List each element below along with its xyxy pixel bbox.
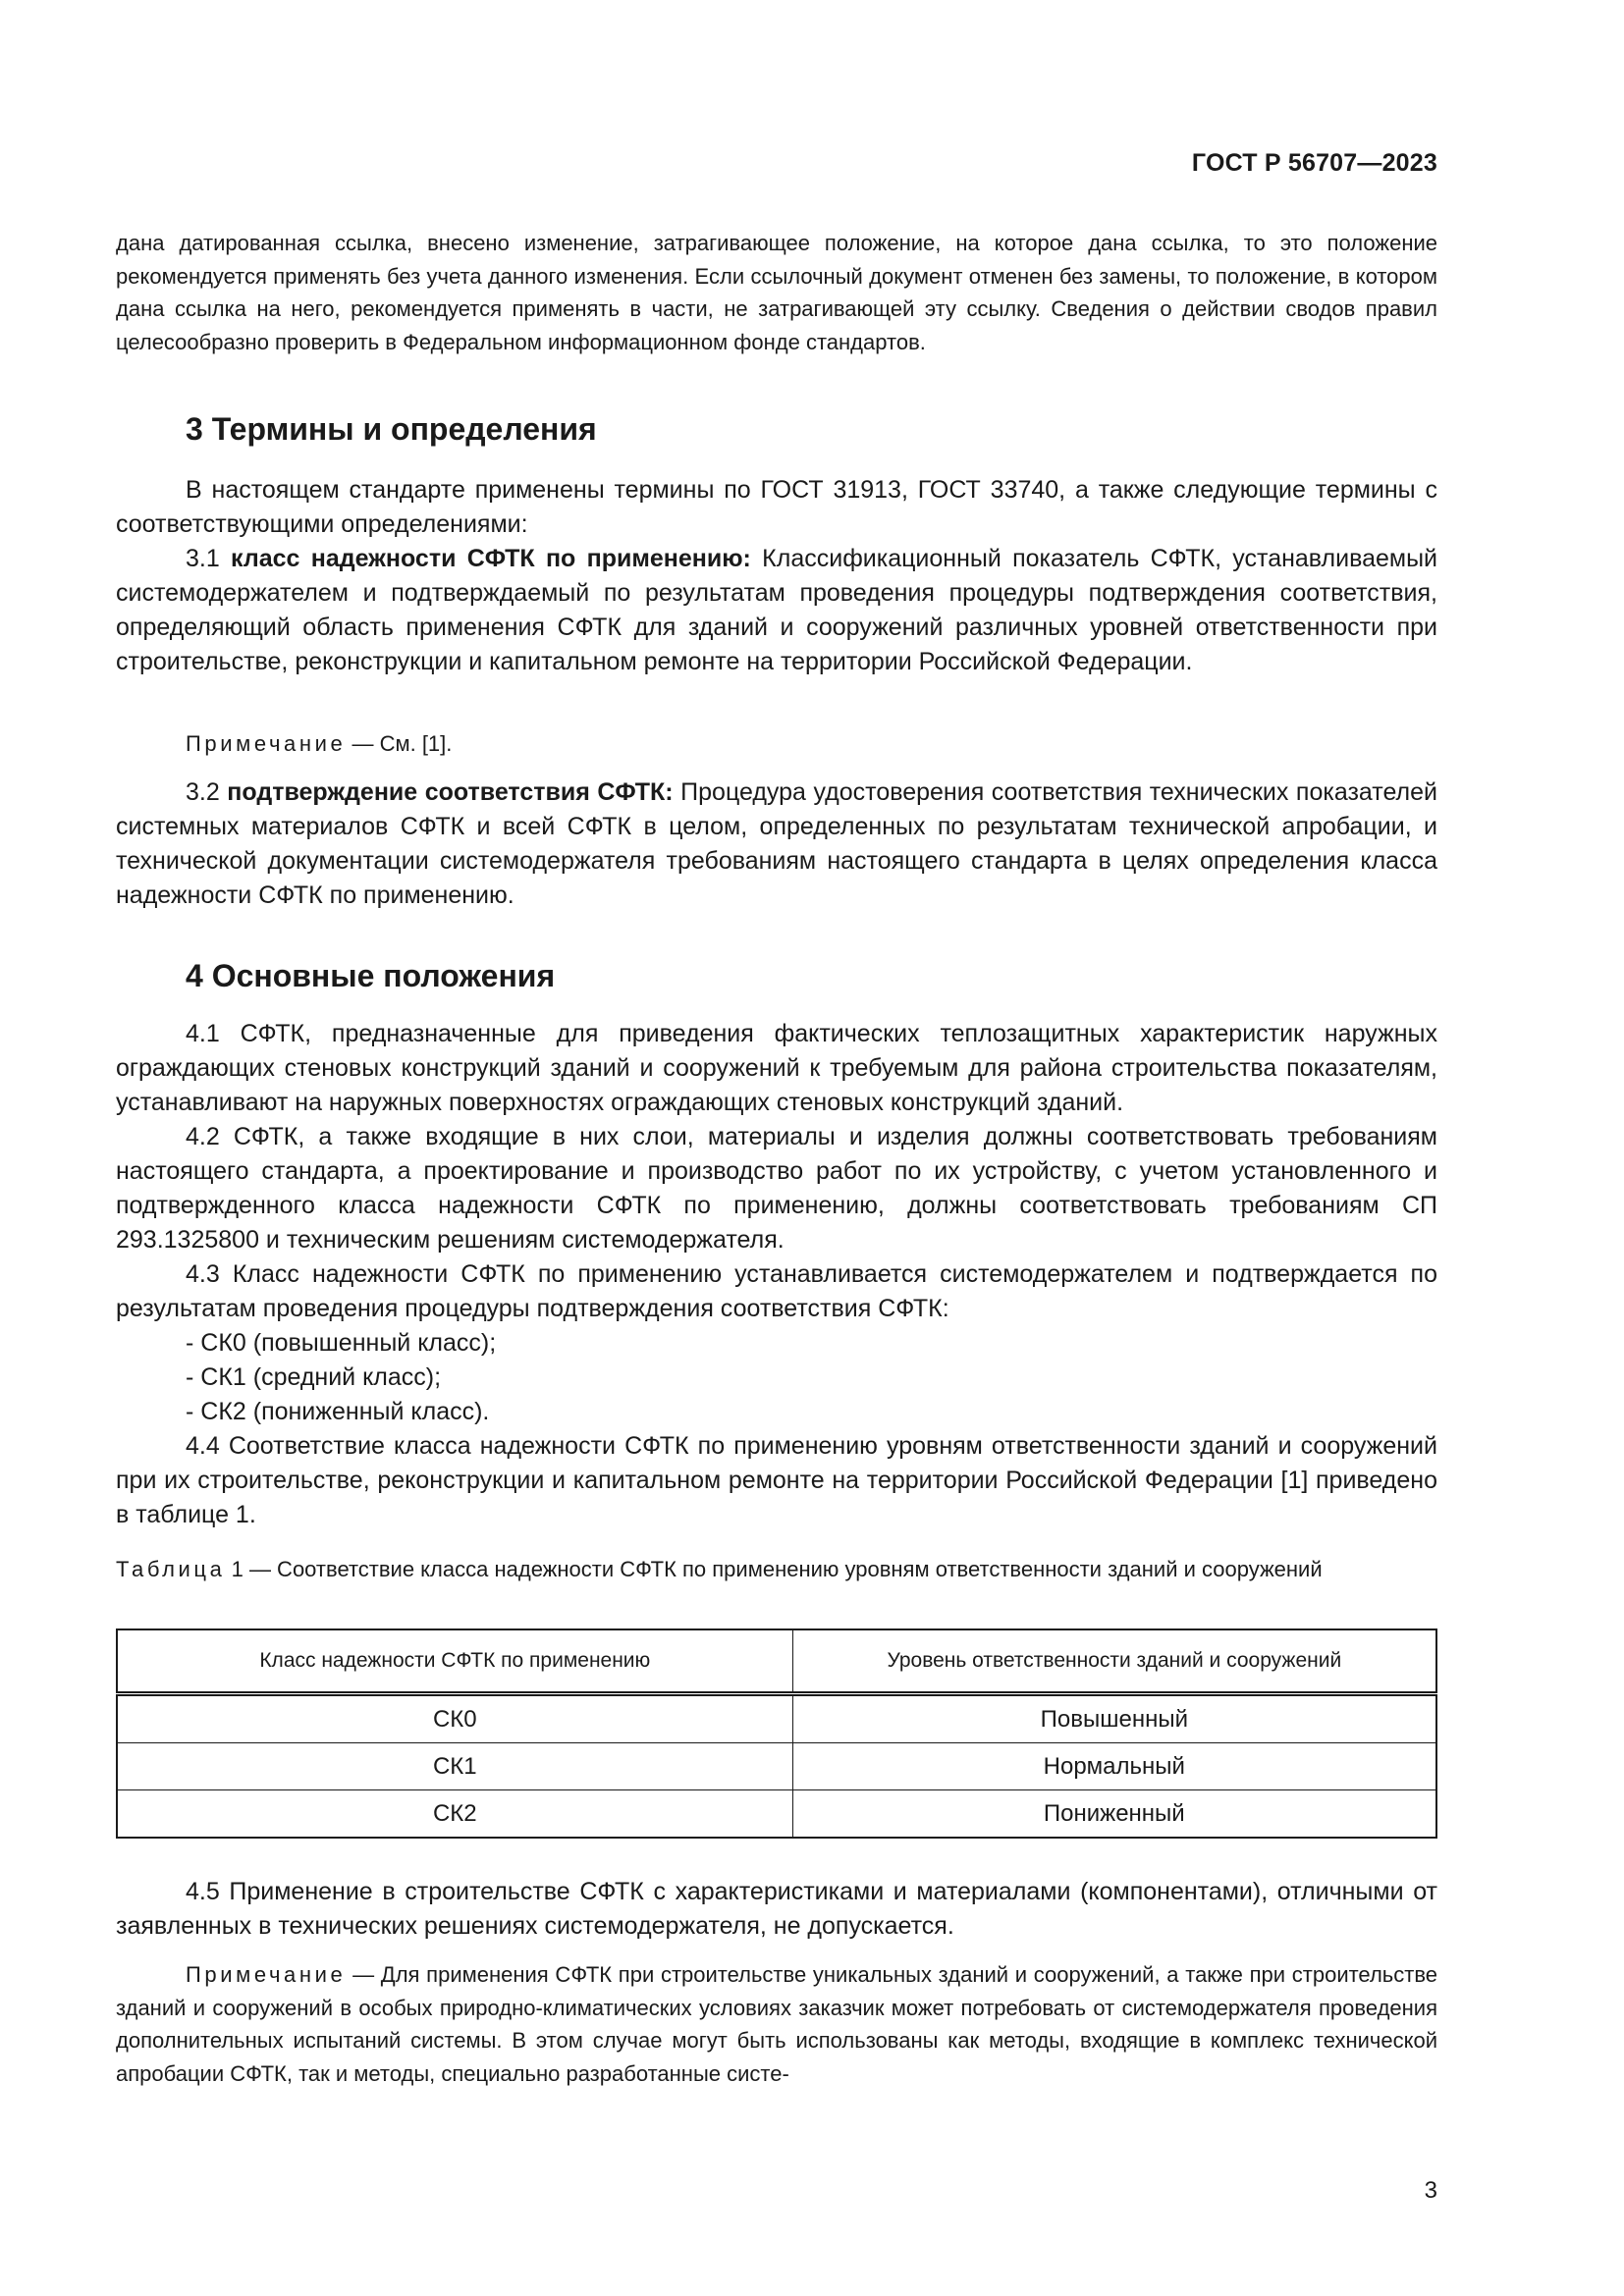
paragraph-4-5: 4.5 Применение в строительстве СФТК с характеристиками и материалами (компонентами), отличными от заявленных в технических решениях системодержателя, не допускается.	[116, 1878, 1437, 1940]
paragraph-4-1: 4.1 СФТК, предназначенные для приведения фактических теплозащитных характеристик наружных ограждающих стеновых конструкций зданий и сооружений к требуемым для района строительства показателям, устанавливают на наружных поверхностях ограждающих стеновых конструкций зданий.	[116, 1020, 1437, 1116]
table-cell-class: СК1	[117, 1743, 792, 1790]
note-3-1-label: Примечание	[186, 731, 347, 756]
note-3-1	[116, 727, 1437, 761]
table-1	[116, 1629, 1437, 1839]
table-cell-level: Пониженный	[792, 1790, 1436, 1839]
table-cell-level: Повышенный	[792, 1694, 1436, 1743]
term-3-2	[116, 775, 1437, 913]
term-3-2-definition: Процедура удостоверения соответствия технических показателей системных материалов СФТК и всей СФТК в целом, определенных по результатам технической апробации, и технической документации системодержателя требованиям настоящего стандарта в целях определения класса надежности СФТК по применению.	[116, 778, 1437, 909]
table-cell-class: СК2	[117, 1790, 792, 1839]
table-1-caption-text: 1 — Соответствие класса надежности СФТК по применению уровням ответственности зданий и сооружений	[231, 1557, 1323, 1581]
paragraph-4-3: 4.3 Класс надежности СФТК по применению устанавливается системодержателем и подтверждается по результатам проведения процедуры подтверждения соответствия СФТК:	[116, 1260, 1437, 1322]
document-id-header: ГОСТ Р 56707—2023	[1191, 149, 1437, 177]
paragraph-4-2: 4.2 СФТК, а также входящие в них слои, материалы и изделия должны соответствовать требованиям настоящего стандарта, а проектирование и производство работ по их устройству, с учетом установленного и подтвержденного класса надежности СФТК по применению, должны соответствовать требованиям СП 293.1325800 и техническим решениям системодержателя.	[116, 1123, 1437, 1254]
term-3-1-definition: Классификационный показатель СФТК, устанавливаемый системодержателем и подтверждаемый по результатам проведения процедуры подтверждения соответствия, определяющий область применения СФТК для зданий и сооружений различных уровней ответственности при строительстве, реконструкции и капитальном ремонте на территории Российской Федерации.	[116, 545, 1438, 675]
page-number: 3	[1424, 2177, 1437, 2204]
section-4-paragraphs	[116, 1017, 1437, 1532]
class-list-item: - СК0 (повышенный класс);	[186, 1329, 497, 1357]
term-3-1-term: класс надежности СФТК по применению:	[231, 545, 751, 572]
term-3-2-term: подтверждение соответствия СФТК:	[227, 778, 674, 806]
intro-paragraph	[116, 227, 1437, 358]
document-page	[116, 0, 1437, 2296]
table-cell-level: Нормальный	[792, 1743, 1436, 1790]
note-3-1-text: — См. [1].	[352, 731, 453, 756]
table-1-caption-label: Таблица	[116, 1557, 226, 1581]
table-header-class: Класс надежности СФТК по применению	[117, 1629, 792, 1694]
section-3-terms	[116, 473, 1437, 679]
paragraph-4-4: 4.4 Соответствие класса надежности СФТК по применению уровням ответственности зданий и сооружений при их строительстве, реконструкции и капитальном ремонте на территории Российской Федерации [1] приведено в таблице 1.	[116, 1432, 1437, 1528]
term-3-2-block	[116, 775, 1437, 913]
table-row	[117, 1743, 1436, 1790]
section-3-heading: 3 Термины и определения	[186, 411, 597, 447]
term-3-1-number: 3.1	[186, 545, 220, 572]
note-4-5	[116, 1958, 1437, 2090]
term-3-2-number: 3.2	[186, 778, 220, 806]
section-3-intro: В настоящем стандарте применены термины по ГОСТ 31913, ГОСТ 33740, а также следующие термины с соответствующими определениями:	[116, 476, 1437, 538]
table-row	[117, 1694, 1436, 1743]
class-list-item: - СК1 (средний класс);	[186, 1363, 442, 1391]
table-header-level: Уровень ответственности зданий и сооружений	[792, 1629, 1436, 1694]
class-list-item: - СК2 (пониженный класс).	[186, 1398, 490, 1425]
intro-text: дана датированная ссылка, внесено изменение, затрагивающее положение, на которое дана ссылка, то это положение рекомендуется применять без учета данного изменения. Если ссылочный документ отменен без замены, то положение, в котором дана ссылка на него, рекомендуется применять в части, не затрагивающей эту ссылку. Сведения о действии сводов правил целесообразно проверить в Федеральном информационном фонде стандартов.	[116, 231, 1437, 354]
table-1-caption	[116, 1553, 1437, 1586]
table-cell-class: СК0	[117, 1694, 792, 1743]
term-3-1	[116, 542, 1437, 679]
note-4-5-text: — Для применения СФТК при строительстве уникальных зданий и сооружений, а также при строительстве зданий и сооружений в особых природно-климатических условиях заказчик может потребовать от системодержателя проведения дополнительных испытаний системы. В этом случае могут быть использованы как методы, входящие в комплекс технической апробации СФТК, так и методы, специально разработанные систе-	[116, 1962, 1437, 2086]
paragraph-4-5-block	[116, 1875, 1437, 1944]
section-4-heading: 4 Основные положения	[186, 958, 556, 993]
table-row	[117, 1790, 1436, 1839]
note-4-5-label: Примечание	[186, 1962, 347, 1987]
table-header-row	[117, 1629, 1436, 1694]
